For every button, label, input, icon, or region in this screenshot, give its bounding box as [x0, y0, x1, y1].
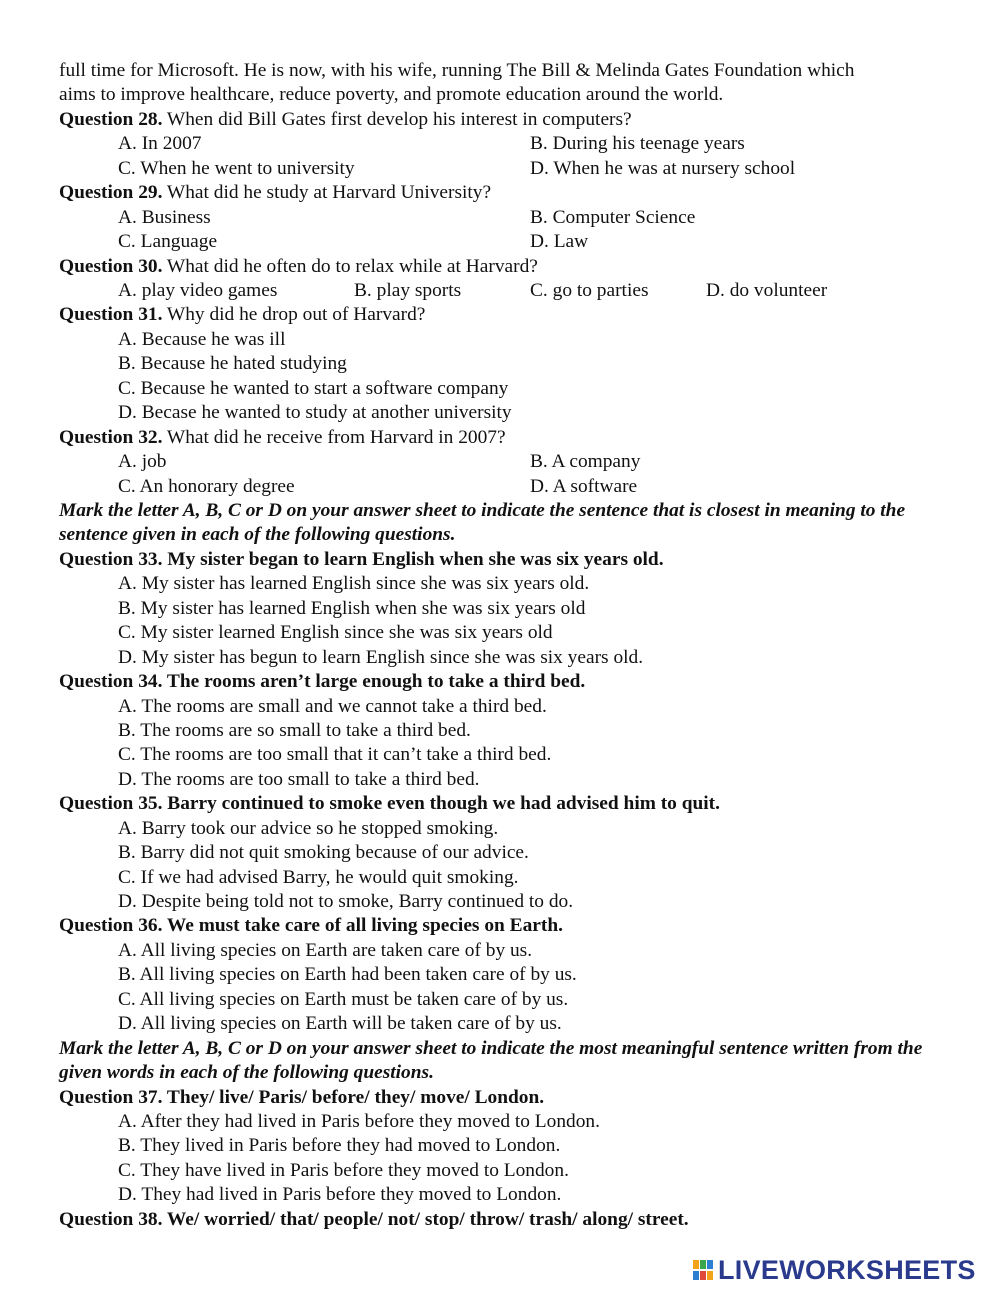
question-text: Why did he drop out of Harvard?: [162, 304, 426, 326]
question-29: [59, 181, 949, 205]
option-d[interactable]: D. The rooms are too small to take a third bed.: [118, 768, 480, 790]
worksheet-page: [59, 59, 949, 1232]
option-a[interactable]: A. The rooms are small and we cannot take a third bed.: [118, 695, 547, 717]
instruction-meaningful-sentence: Mark the letter A, B, C or D on your answer sheet to indicate the most meaningful sentence written from the given words in each of the following questions.: [59, 1037, 923, 1084]
question-38: Question 38. We/ worried/ that/ people/ not/ stop/ throw/ trash/ along/ street.: [59, 1208, 689, 1230]
liveworksheets-brand-text: LIVEWORKSHEETS: [718, 1254, 976, 1285]
question-37: Question 37. They/ live/ Paris/ before/ they/ move/ London.: [59, 1086, 545, 1108]
question-text: What did he often do to relax while at Harvard?: [162, 255, 538, 277]
question-label: Question 29.: [59, 182, 163, 204]
option-b[interactable]: B. Barry did not quit smoking because of our advice.: [118, 842, 529, 864]
option-a[interactable]: A. job: [118, 451, 167, 473]
question-28: [59, 108, 949, 132]
option-b[interactable]: B. All living species on Earth had been taken care of by us.: [118, 964, 577, 986]
option-c[interactable]: C. go to parties: [530, 280, 649, 301]
option-d[interactable]: D. do volunteer: [706, 280, 828, 301]
option-c[interactable]: C. They have lived in Paris before they moved to London.: [118, 1159, 569, 1181]
option-c[interactable]: C. An honorary degree: [118, 475, 295, 497]
question-label: Question 31.: [59, 304, 163, 326]
option-a[interactable]: A. All living species on Earth are taken care of by us.: [118, 939, 533, 961]
option-c[interactable]: C. Because he wanted to start a software company: [118, 377, 509, 399]
option-b[interactable]: B. play sports: [354, 280, 462, 301]
options-row: [59, 475, 949, 499]
question-label: Question 30.: [59, 255, 163, 277]
question-text: What did he receive from Harvard in 2007?: [162, 426, 506, 448]
option-b[interactable]: B. The rooms are so small to take a third bed.: [118, 719, 471, 741]
question-text: When did Bill Gates first develop his interest in computers?: [162, 108, 632, 130]
option-c[interactable]: C. The rooms are too small that it can’t take a third bed.: [118, 744, 552, 766]
option-d[interactable]: D. Despite being told not to smoke, Barry continued to do.: [118, 891, 574, 913]
question-33: Question 33. My sister began to learn English when she was six years old.: [59, 548, 664, 570]
option-d[interactable]: D. Becase he wanted to study at another university: [118, 402, 512, 424]
option-d[interactable]: D. Law: [530, 231, 589, 253]
question-label: Question 28.: [59, 108, 163, 130]
question-label: Question 32.: [59, 426, 163, 448]
option-a[interactable]: A. play video games: [118, 280, 278, 301]
option-b[interactable]: B. Because he hated studying: [118, 353, 347, 375]
question-36: Question 36. We must take care of all living species on Earth.: [59, 915, 563, 937]
option-b[interactable]: B. A company: [530, 451, 641, 473]
option-b[interactable]: B. Computer Science: [530, 206, 696, 228]
option-c[interactable]: C. When he went to university: [118, 157, 355, 179]
options-row: [59, 157, 949, 181]
option-c[interactable]: C. If we had advised Barry, he would quit smoking.: [118, 866, 519, 888]
option-d[interactable]: D. When he was at nursery school: [530, 157, 796, 179]
options-row: [59, 279, 949, 303]
options-row: [59, 132, 949, 156]
option-d[interactable]: D. A software: [530, 475, 638, 497]
question-35: Question 35. Barry continued to smoke even though we had advised him to quit.: [59, 793, 720, 815]
options-row: [59, 206, 949, 230]
option-a[interactable]: A. Barry took our advice so he stopped smoking.: [118, 817, 499, 839]
option-d[interactable]: D. All living species on Earth will be taken care of by us.: [118, 1013, 562, 1035]
option-b[interactable]: B. During his teenage years: [530, 133, 745, 155]
option-c[interactable]: C. My sister learned English since she was six years old: [118, 622, 553, 644]
instruction-closest-meaning: Mark the letter A, B, C or D on your answer sheet to indicate the sentence that is closest in meaning to the sentence given in each of the following questions.: [59, 499, 906, 546]
option-c[interactable]: C. All living species on Earth must be taken care of by us.: [118, 988, 569, 1010]
option-a[interactable]: A. Business: [118, 206, 211, 228]
option-d[interactable]: D. They had lived in Paris before they moved to London.: [118, 1184, 562, 1206]
option-c[interactable]: C. Language: [118, 231, 218, 253]
question-32: [59, 426, 949, 450]
question-30: [59, 255, 949, 279]
liveworksheets-logo: [692, 1255, 976, 1285]
options-row: [59, 230, 949, 254]
option-b[interactable]: B. My sister has learned English when she was six years old: [118, 597, 586, 619]
option-b[interactable]: B. They lived in Paris before they had moved to London.: [118, 1135, 561, 1157]
liveworksheets-logo-icon: [692, 1258, 716, 1282]
option-a[interactable]: A. My sister has learned English since she was six years old.: [118, 573, 590, 595]
passage-end-line-2: aims to improve healthcare, reduce poverty, and promote education around the world.: [59, 84, 724, 106]
option-a[interactable]: A. Because he was ill: [118, 328, 286, 350]
option-d[interactable]: D. My sister has begun to learn English since she was six years old.: [118, 646, 644, 668]
option-a[interactable]: A. In 2007: [118, 133, 202, 155]
question-text: What did he study at Harvard University?: [162, 182, 492, 204]
options-row: [59, 450, 949, 474]
passage-end-line-1: full time for Microsoft. He is now, with his wife, running The Bill & Melinda Gates Foundation which: [59, 60, 855, 81]
question-34: Question 34. The rooms aren’t large enough to take a third bed.: [59, 671, 586, 693]
question-31: [59, 303, 949, 327]
option-a[interactable]: A. After they had lived in Paris before they moved to London.: [118, 1110, 600, 1132]
